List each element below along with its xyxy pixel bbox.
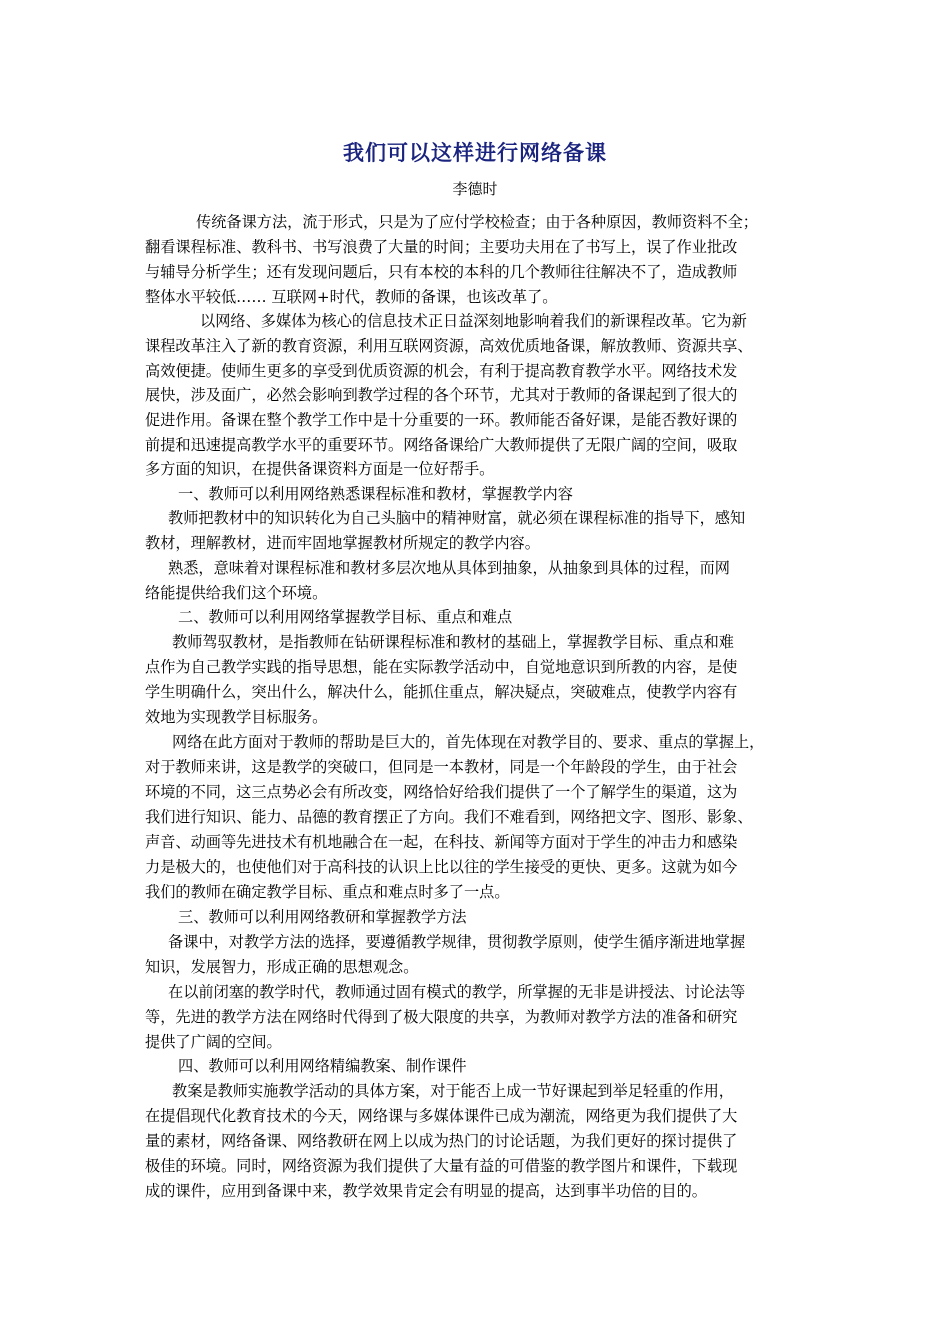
body-line: 熟悉，意味着对课程标准和教材多层次地从具体到抽象，从抽象到具体的过程，而网 [168,559,730,577]
body-line: 提供了广阔的空间。 [145,1033,282,1051]
body-line: 我们进行知识、能力、品德的教育摆正了方向。我们不难看到，网络把文字、图形、影象、 [145,808,753,826]
body-line: 对于教师来讲，这是教学的突破口，但同是一本教材，同是一个年龄段的学生，由于社会 [145,758,738,776]
body-line: 整体水平较低…… 互联网+时代，教师的备课，也该改革了。 [145,288,558,306]
body-line: 前提和迅速提高教学水平的重要环节。网络备课给广大教师提供了无限广阔的空间，吸取 [145,436,738,454]
body-line: 教材，理解教材，进而牢固地掌握教材所规定的教学内容。 [145,534,540,552]
body-line: 教师驾驭教材，是指教师在钻研课程标准和教材的基础上，掌握教学目标、重点和难 [172,633,734,651]
body-line: 多方面的知识，在提供备课资料方面是一位好帮手。 [145,460,495,478]
body-line: 络能提供给我们这个环境。 [145,584,328,602]
body-line: 教案是教师实施教学活动的具体方案，对于能否上成一节好课起到举足轻重的作用， [172,1082,734,1100]
body-line: 知识，发展智力，形成正确的思想观念。 [145,958,419,976]
body-line: 教师把教材中的知识转化为自己头脑中的精神财富，就必须在课程标准的指导下，感知 [168,509,746,527]
body-line: 二、教师可以利用网络掌握教学目标、重点和难点 [178,608,513,626]
body-line: 在以前闭塞的教学时代，教师通过固有模式的教学，所掌握的无非是讲授法、讨论法等 [168,983,746,1001]
body-line: 等，先进的教学方法在网络时代得到了极大限度的共享，为教师对教学方法的准备和研究 [145,1008,738,1026]
body-line: 课程改革注入了新的教育资源，利用互联网资源，高效优质地备课，解放教师、资源共享、 [145,337,753,355]
body-line: 备课中，对教学方法的选择，要遵循教学规律，贯彻教学原则，使学生循序渐进地掌握 [168,933,746,951]
body-line: 网络在此方面对于教师的帮助是巨大的，首先体现在对教学目的、要求、重点的掌握上， [172,733,765,751]
body-line: 学生明确什么，突出什么，解决什么，能抓住重点，解决疑点，突破难点，使教学内容有 [145,683,738,701]
body-line: 点作为自己教学实践的指导思想，能在实际教学活动中，自觉地意识到所教的内容，是使 [145,658,738,676]
body-line: 高效便捷。使师生更多的享受到优质资源的机会，有利于提高教育教学水平。网络技术发 [145,362,738,380]
body-line: 三、教师可以利用网络教研和掌握教学方法 [178,908,467,926]
body-line: 一、教师可以利用网络熟悉课程标准和教材，掌握教学内容 [178,485,573,503]
body-line: 展快，涉及面广，必然会影响到教学过程的各个环节，尤其对于教师的备课起到了很大的 [145,386,738,404]
body-line: 传统备课方法，流于形式，只是为了应付学校检查；由于各种原因，教师资料不全； [196,213,758,231]
body-line: 极佳的环境。同时，网络资源为我们提供了大量有益的可借鉴的教学图片和课件，下载现 [145,1157,738,1175]
body-line: 环境的不同，这三点势必会有所改变，网络恰好给我们提供了一个了解学生的渠道，这为 [145,783,738,801]
body-line: 以网络、多媒体为核心的信息技术正日益深刻地影响着我们的新课程改革。它为新 [200,312,747,330]
body-line: 翻看课程标准、教科书、书写浪费了大量的时间；主要功夫用在了书写上，误了作业批改 [145,238,738,256]
body-line: 声音、动画等先进技术有机地融合在一起，在科技、新闻等方面对于学生的冲击力和感染 [145,833,738,851]
body-line: 量的素材，网络备课、网络教研在网上以成为热门的讨论话题，为我们更好的探讨提供了 [145,1132,738,1150]
body-line: 成的课件，应用到备课中来，教学效果肯定会有明显的提高，达到事半功倍的目的。 [145,1182,707,1200]
body-line: 促进作用。备课在整个教学工作中是十分重要的一环。教师能否备好课，是能否教好课的 [145,411,738,429]
body-line: 效地为实现教学目标服务。 [145,708,328,726]
body-line: 力是极大的，也使他们对于高科技的认识上比以往的学生接受的更快、更多。这就为如今 [145,858,738,876]
body-line: 在提倡现代化教育技术的今天，网络课与多媒体课件已成为潮流，网络更为我们提供了大 [145,1107,738,1125]
body-line: 我们的教师在确定教学目标、重点和难点时多了一点。 [145,883,510,901]
author-name: 李德时 [452,180,498,198]
document-title: 我们可以这样进行网络备课 [343,141,607,165]
body-line: 四、教师可以利用网络精编教案、制作课件 [178,1057,467,1075]
body-line: 与辅导分析学生；还有发现问题后，只有本校的本科的几个教师往往解决不了，造成教师 [145,263,738,281]
